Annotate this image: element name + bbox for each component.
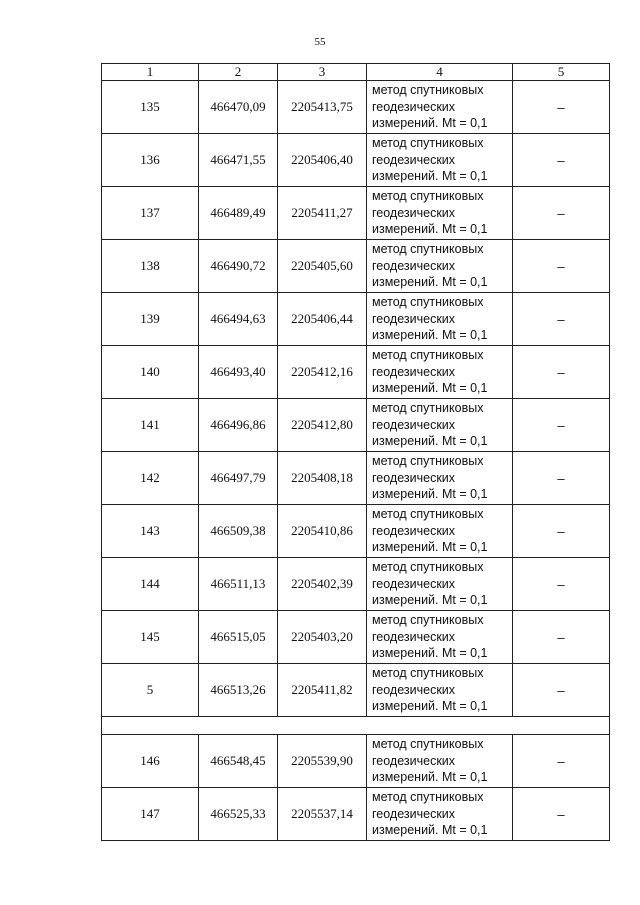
method-text-line: метод спутниковых: [372, 83, 484, 98]
y-coordinate-cell: 2205406,40: [278, 134, 367, 187]
point-number-cell: 135: [102, 81, 199, 134]
table-row: [102, 240, 610, 293]
y-coordinate-cell: 2205405,60: [278, 240, 367, 293]
method-text-line: метод спутниковых: [372, 507, 484, 522]
method-text-line: измерений. Mt = 0,1: [372, 540, 488, 555]
method-text-line: геодезических: [372, 258, 456, 273]
column-header-5: 5: [513, 64, 610, 81]
x-coordinate-cell: 466496,86: [199, 399, 278, 452]
y-coordinate-cell: 2205412,80: [278, 399, 367, 452]
method-text-line: измерений. Mt = 0,1: [372, 328, 488, 343]
point-number-cell: 146: [102, 735, 199, 788]
method-text-line: геодезических: [372, 470, 456, 485]
method-cell: [367, 293, 513, 346]
method-cell: [367, 81, 513, 134]
y-coordinate-cell: 2205406,44: [278, 293, 367, 346]
method-text-line: метод спутниковых: [372, 401, 484, 416]
x-coordinate-cell: 466513,26: [199, 664, 278, 717]
method-text-line: измерений. Mt = 0,1: [372, 434, 488, 449]
point-number-cell: 140: [102, 346, 199, 399]
table-row: [102, 664, 610, 717]
y-coordinate-cell: 2205411,27: [278, 187, 367, 240]
method-cell: [367, 187, 513, 240]
table-row: [102, 187, 610, 240]
method-text-line: метод спутниковых: [372, 560, 484, 575]
x-coordinate-cell: 466493,40: [199, 346, 278, 399]
note-cell: –: [513, 505, 610, 558]
x-coordinate-cell: 466490,72: [199, 240, 278, 293]
y-coordinate-cell: 2205403,20: [278, 611, 367, 664]
method-cell: [367, 134, 513, 187]
method-text-line: метод спутниковых: [372, 790, 484, 805]
point-number-cell: 147: [102, 788, 199, 841]
note-cell: –: [513, 735, 610, 788]
method-cell: [367, 788, 513, 841]
table-row: [102, 346, 610, 399]
table-separator-row: [102, 717, 610, 735]
table-row: [102, 134, 610, 187]
method-text-line: геодезических: [372, 682, 456, 697]
y-coordinate-cell: 2205408,18: [278, 452, 367, 505]
method-cell: [367, 399, 513, 452]
method-text-line: измерений. Mt = 0,1: [372, 699, 488, 714]
table-row: [102, 611, 610, 664]
column-header-4: 4: [367, 64, 513, 81]
method-text-line: геодезических: [372, 576, 456, 591]
x-coordinate-cell: 466494,63: [199, 293, 278, 346]
x-coordinate-cell: 466515,05: [199, 611, 278, 664]
note-cell: –: [513, 134, 610, 187]
coordinates-table-body: [102, 64, 610, 841]
note-cell: –: [513, 611, 610, 664]
x-coordinate-cell: 466525,33: [199, 788, 278, 841]
x-coordinate-cell: 466489,49: [199, 187, 278, 240]
x-coordinate-cell: 466511,13: [199, 558, 278, 611]
table-row: [102, 293, 610, 346]
note-cell: –: [513, 240, 610, 293]
method-cell: [367, 735, 513, 788]
y-coordinate-cell: 2205411,82: [278, 664, 367, 717]
note-cell: –: [513, 346, 610, 399]
method-text-line: геодезических: [372, 99, 456, 114]
method-text-line: геодезических: [372, 205, 456, 220]
method-cell: [367, 611, 513, 664]
method-text-line: геодезических: [372, 806, 456, 821]
point-number-cell: 138: [102, 240, 199, 293]
method-text-line: метод спутниковых: [372, 242, 484, 257]
x-coordinate-cell: 466548,45: [199, 735, 278, 788]
column-header-2: 2: [199, 64, 278, 81]
method-text-line: геодезических: [372, 311, 456, 326]
point-number-cell: 5: [102, 664, 199, 717]
column-header-3: 3: [278, 64, 367, 81]
note-cell: –: [513, 452, 610, 505]
method-text-line: геодезических: [372, 364, 456, 379]
method-text-line: геодезических: [372, 629, 456, 644]
note-cell: –: [513, 187, 610, 240]
method-text-line: измерений. Mt = 0,1: [372, 169, 488, 184]
x-coordinate-cell: 466497,79: [199, 452, 278, 505]
method-text-line: измерений. Mt = 0,1: [372, 222, 488, 237]
y-coordinate-cell: 2205539,90: [278, 735, 367, 788]
table-row: [102, 788, 610, 841]
method-text-line: метод спутниковых: [372, 737, 484, 752]
point-number-cell: 141: [102, 399, 199, 452]
note-cell: –: [513, 81, 610, 134]
table-row: [102, 505, 610, 558]
method-text-line: измерений. Mt = 0,1: [372, 487, 488, 502]
table-row: [102, 399, 610, 452]
method-text-line: метод спутниковых: [372, 348, 484, 363]
y-coordinate-cell: 2205413,75: [278, 81, 367, 134]
x-coordinate-cell: 466471,55: [199, 134, 278, 187]
y-coordinate-cell: 2205412,16: [278, 346, 367, 399]
method-text-line: измерений. Mt = 0,1: [372, 593, 488, 608]
method-text-line: метод спутниковых: [372, 613, 484, 628]
table-header-row: [102, 64, 610, 81]
column-header-1: 1: [102, 64, 199, 81]
table-row: [102, 558, 610, 611]
method-text-line: измерений. Mt = 0,1: [372, 381, 488, 396]
method-text-line: геодезических: [372, 523, 456, 538]
method-text-line: геодезических: [372, 417, 456, 432]
method-text-line: метод спутниковых: [372, 136, 484, 151]
method-text-line: измерений. Mt = 0,1: [372, 770, 488, 785]
point-number-cell: 136: [102, 134, 199, 187]
method-cell: [367, 240, 513, 293]
note-cell: –: [513, 558, 610, 611]
table-row: [102, 81, 610, 134]
method-text-line: геодезических: [372, 152, 456, 167]
x-coordinate-cell: 466509,38: [199, 505, 278, 558]
x-coordinate-cell: 466470,09: [199, 81, 278, 134]
y-coordinate-cell: 2205410,86: [278, 505, 367, 558]
method-cell: [367, 346, 513, 399]
table-row: [102, 452, 610, 505]
point-number-cell: 144: [102, 558, 199, 611]
method-text-line: метод спутниковых: [372, 295, 484, 310]
method-text-line: измерений. Mt = 0,1: [372, 275, 488, 290]
method-cell: [367, 558, 513, 611]
point-number-cell: 139: [102, 293, 199, 346]
method-text-line: измерений. Mt = 0,1: [372, 116, 488, 131]
table-row: [102, 735, 610, 788]
point-number-cell: 145: [102, 611, 199, 664]
note-cell: –: [513, 788, 610, 841]
method-text-line: измерений. Mt = 0,1: [372, 823, 488, 838]
point-number-cell: 142: [102, 452, 199, 505]
method-cell: [367, 505, 513, 558]
method-cell: [367, 452, 513, 505]
note-cell: –: [513, 664, 610, 717]
note-cell: –: [513, 293, 610, 346]
coordinates-table: [101, 63, 610, 841]
method-text-line: измерений. Mt = 0,1: [372, 646, 488, 661]
method-text-line: геодезических: [372, 753, 456, 768]
y-coordinate-cell: 2205402,39: [278, 558, 367, 611]
method-cell: [367, 664, 513, 717]
point-number-cell: 137: [102, 187, 199, 240]
note-cell: –: [513, 399, 610, 452]
method-text-line: метод спутниковых: [372, 454, 484, 469]
separator-cell: [102, 717, 610, 735]
method-text-line: метод спутниковых: [372, 666, 484, 681]
y-coordinate-cell: 2205537,14: [278, 788, 367, 841]
point-number-cell: 143: [102, 505, 199, 558]
page-number: 55: [314, 36, 326, 48]
method-text-line: метод спутниковых: [372, 189, 484, 204]
